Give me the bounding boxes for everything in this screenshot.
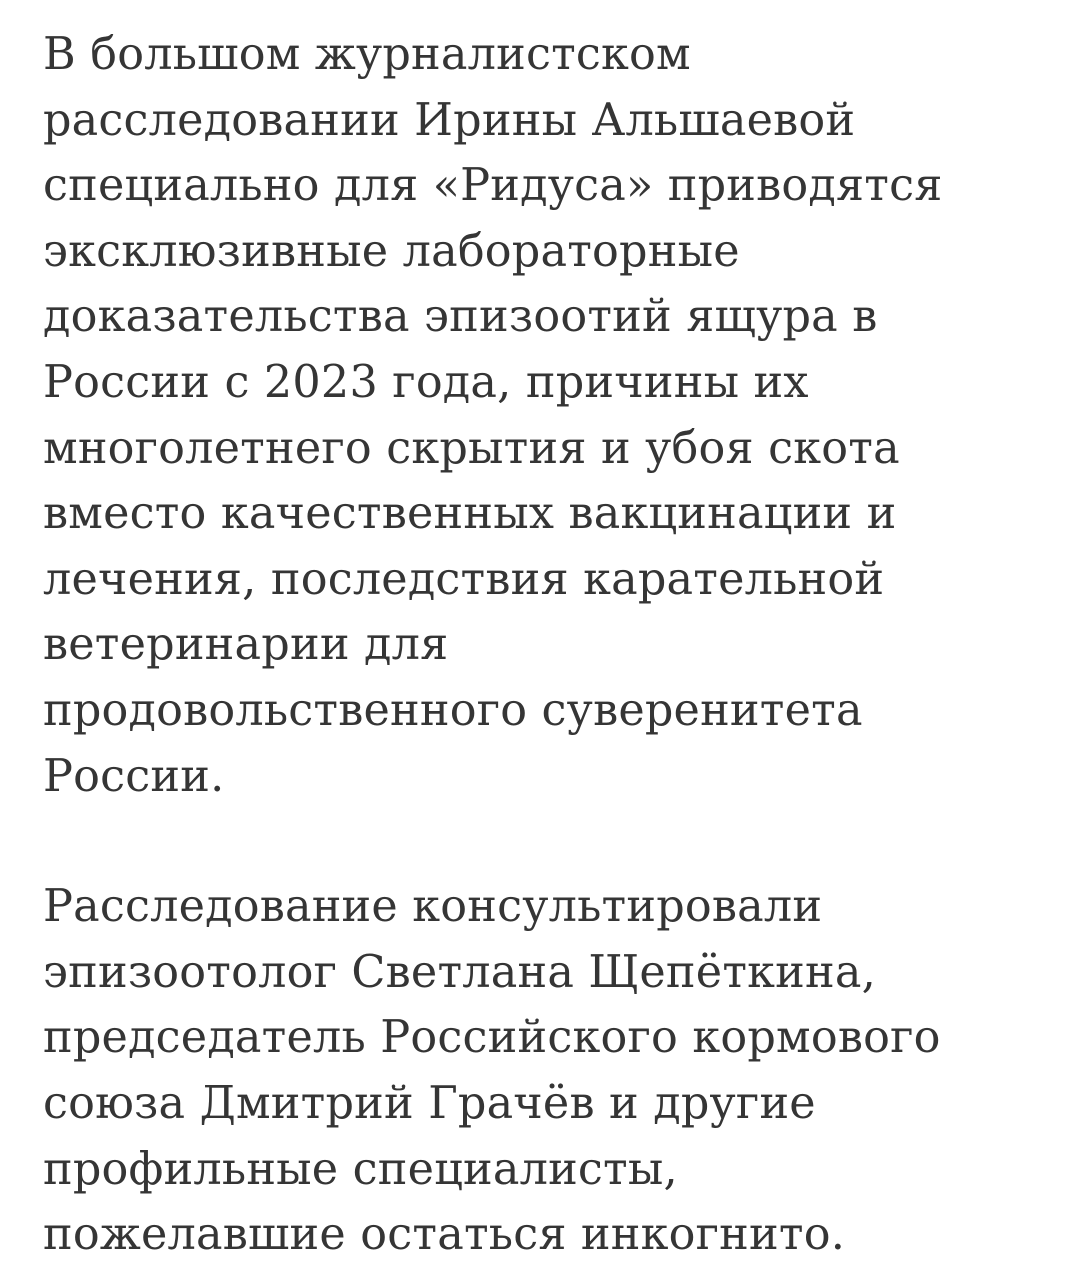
text-line: пожелавшие остаться инкогнито. [43, 1209, 846, 1261]
text-line: профильные специалисты, [43, 1143, 678, 1195]
text-line: председатель Российского кормового [43, 1012, 941, 1064]
text-line: доказательства эпизоотий ящура в [43, 291, 878, 343]
text-line: эксклюзивные лабораторные [43, 225, 740, 277]
text-line: В большом журналистском [43, 29, 691, 80]
text-line: лечения, последствия карательной [43, 553, 885, 605]
paragraph-investigation-summary [43, 22, 1053, 809]
text-line: России. [43, 750, 225, 802]
text-line: ветеринарии для [43, 619, 449, 671]
text-line: союза Дмитрий Грачёв и другие [43, 1077, 816, 1129]
text-line: эпизоотолог Светлана Щепёткина, [43, 946, 876, 998]
text-line: специально для «Ридуса» приводятся [43, 160, 943, 212]
text-line: вместо качественных вакцинации и [43, 488, 897, 540]
article-body [43, 22, 1053, 1268]
text-line: расследовании Ирины Альшаевой [43, 94, 856, 146]
text-line: России с 2023 года, причины их [43, 356, 809, 408]
text-line: Расследование консультировали [43, 881, 823, 933]
paragraph-consultants [43, 874, 1053, 1268]
text-line: многолетнего скрытия и убоя скота [43, 422, 900, 474]
text-line: продовольственного суверенитета [43, 684, 863, 736]
